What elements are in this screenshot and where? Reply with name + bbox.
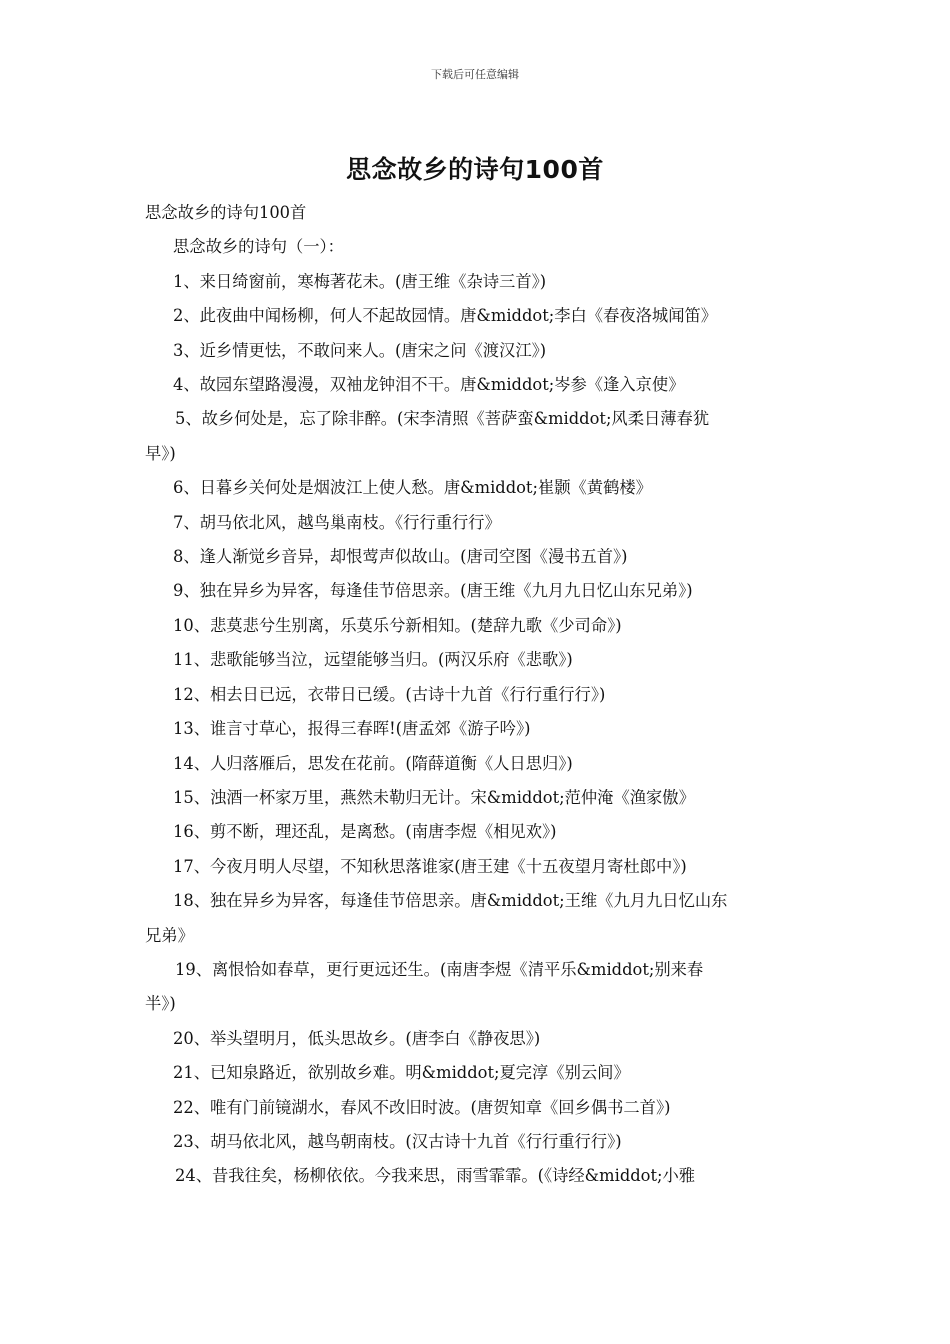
poem-line: 14、人归落雁后，思发在花前。(隋薛道衡《人日思归》) bbox=[173, 753, 573, 773]
poem-line: 6、日暮乡关何处是烟波江上使人愁。唐&middot;崔颢《黄鹤楼》 bbox=[173, 478, 652, 498]
subtitle-line: 思念故乡的诗句100首 bbox=[145, 203, 307, 222]
poem-line: 24、昔我往矣，杨柳依依。今我来思，雨雪霏霏。(《诗经&middot;小雅 bbox=[175, 1166, 696, 1186]
poem-line: 19、离恨恰如春草，更行更远还生。(南唐李煜《清平乐&middot;别来春 bbox=[175, 959, 704, 979]
document-title: 思念故乡的诗句100首 bbox=[346, 155, 604, 184]
poem-line: 1、来日绮窗前，寒梅著花未。(唐王维《杂诗三首》) bbox=[173, 271, 547, 291]
poem-line: 5、故乡何处是，忘了除非醉。(宋李清照《菩萨蛮&middot;风柔日薄春犹 bbox=[175, 409, 710, 429]
document-body bbox=[145, 196, 825, 1194]
poem-line: 23、胡马依北风，越鸟朝南枝。(汉古诗十九首《行行重行行》) bbox=[173, 1131, 622, 1151]
poem-line: 2、此夜曲中闻杨柳，何人不起故园情。唐&middot;李白《春夜洛城闻笛》 bbox=[173, 306, 718, 326]
poem-line: 12、相去日已远，衣带日已缓。(古诗十九首《行行重行行》) bbox=[173, 684, 606, 704]
poem-line: 11、悲歌能够当泣，远望能够当归。(两汉乐府《悲歌》) bbox=[173, 650, 573, 670]
poem-line: 10、悲莫悲兮生别离，乐莫乐兮新相知。(楚辞九歌《少司命》) bbox=[173, 615, 622, 635]
poem-line: 7、胡马依北风，越鸟巢南枝。《行行重行行》 bbox=[173, 512, 501, 532]
poem-line: 21、已知泉路近，欲别故乡难。明&middot;夏完淳《别云间》 bbox=[173, 1063, 630, 1083]
poem-line: 4、故园东望路漫漫，双袖龙钟泪不干。唐&middot;岑参《逢入京使》 bbox=[173, 375, 685, 395]
poem-line: 13、谁言寸草心，报得三春晖!(唐孟郊《游子吟》) bbox=[173, 719, 531, 739]
poem-line: 18、独在异乡为异客，每逢佳节倍思亲。唐&middot;王维《九月九日忆山东 bbox=[173, 891, 728, 911]
poem-line: 22、唯有门前镜湖水，春风不改旧时波。(唐贺知章《回乡偶书二首》) bbox=[173, 1097, 671, 1117]
poem-line-continuation: 早》) bbox=[145, 443, 176, 463]
poem-line-continuation: 半》) bbox=[145, 994, 176, 1014]
poem-line: 15、浊酒一杯家万里，燕然未勒归无计。宋&middot;范仲淹《渔家傲》 bbox=[173, 787, 695, 807]
poem-line: 20、举头望明月，低头思故乡。(唐李白《静夜思》) bbox=[173, 1028, 541, 1048]
poem-line: 3、近乡情更怯，不敢问来人。(唐宋之问《渡汉江》) bbox=[173, 340, 547, 360]
section-heading: 思念故乡的诗句（一）： bbox=[173, 237, 344, 257]
poem-line-continuation: 兄弟》 bbox=[145, 925, 194, 945]
poem-line: 9、独在异乡为异客，每逢佳节倍思亲。(唐王维《九月九日忆山东兄弟》) bbox=[173, 581, 693, 601]
poem-line: 8、逢人渐觉乡音异，却恨莺声似故山。(唐司空图《漫书五首》) bbox=[173, 547, 628, 567]
page-header-note: 下载后可任意编辑 bbox=[431, 68, 519, 81]
poem-line: 17、今夜月明人尽望，不知秋思落谁家(唐王建《十五夜望月寄杜郎中》) bbox=[173, 856, 687, 876]
poem-line: 16、剪不断，理还乱，是离愁。(南唐李煜《相见欢》) bbox=[173, 822, 557, 842]
